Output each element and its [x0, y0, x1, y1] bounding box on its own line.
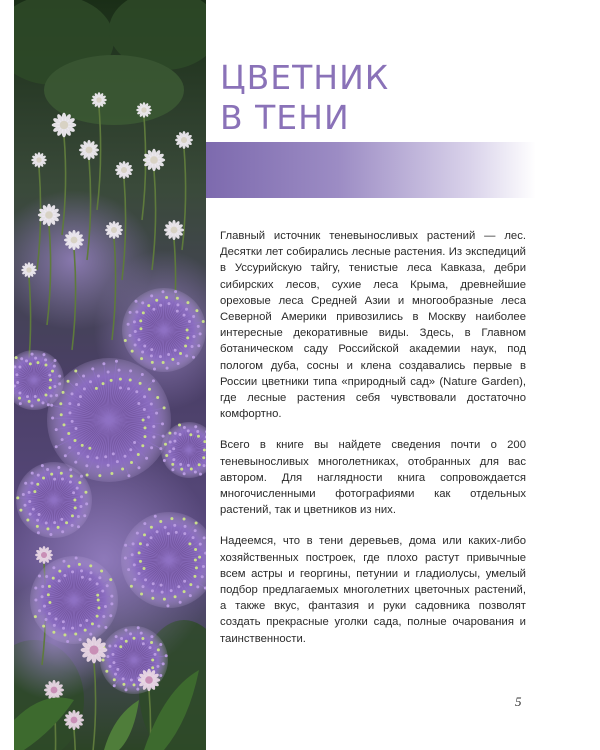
flower-photo-illustration [14, 0, 206, 750]
allium-head [30, 556, 118, 644]
paragraph: Надеемся, что в тени деревьев, дома или каких-либо хозяйственных построек, где плохо растут привычные всем астры и георгины, петунии и гладиолусы, умелый подбор предлагаемых многолетних цветочных растений, а также вкус, фантазия и руки садовника позволят создать прекрасные уголки сада, полные очарования и таинственности. [220, 535, 526, 645]
page-number: 5 [515, 694, 522, 709]
title-accent-band [206, 142, 536, 198]
allium-head [47, 358, 171, 482]
allium-head [16, 462, 92, 538]
page-title [220, 58, 389, 138]
paragraph: Главный источник теневыносливых растений — лес. Десятки лет собирались лесные растения. Из экспедиций в Уссурийскую тайгу, тенистые леса Кавказа, дебри сибирских лесов, сухие леса Крыма, древнейшие ореховые леса Средней Азии и многообразные леса Северной Америки привозились в Москву наиболее интересные декоративные виды. Здесь, в Главном ботаническом саду Российской академии наук, под пологом дуба, сосны и клена создавались первые в России цветники типа «природный сад» (Nature Garden), где лесные растения себя чувствовали достаточно комфортно. [220, 230, 526, 421]
body-text [220, 228, 526, 662]
flower-photo [14, 0, 206, 750]
title-line-1: ЦВЕТНИК [220, 58, 390, 97]
title-line-2: В ТЕНИ [220, 98, 350, 137]
paragraph: Всего в книге вы найдете сведения почти о 200 теневыносливых многолетниках, отобранных для вас автором. Для наглядности книга сопровождается многочисленными фотографиями как отдельных растений, так и цветников из них. [220, 439, 526, 517]
allium-head [122, 288, 206, 372]
